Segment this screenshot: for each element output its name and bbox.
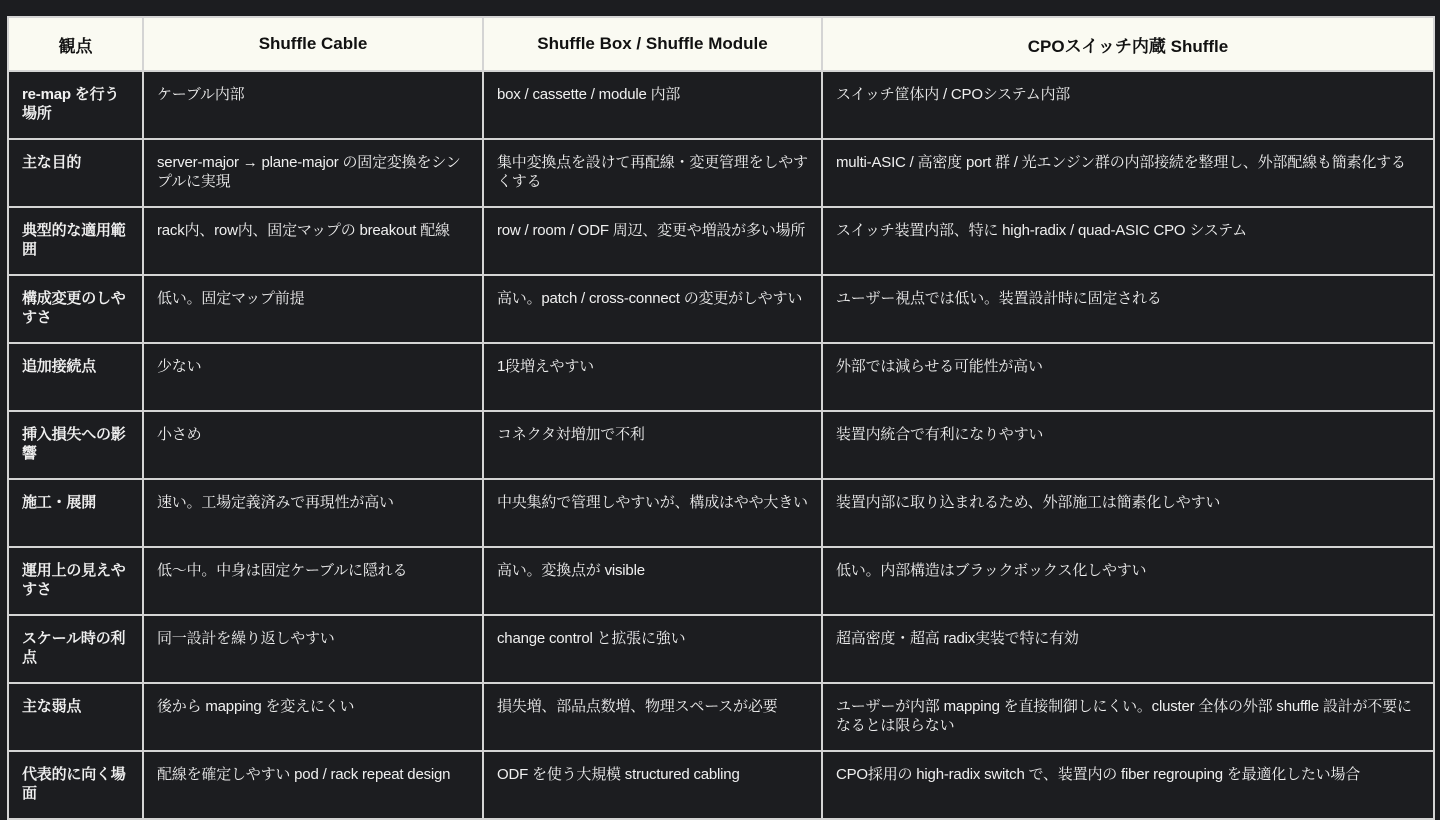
aspect-cell: 主な目的 <box>8 139 143 207</box>
header-shuffle-box: Shuffle Box / Shuffle Module <box>483 17 822 71</box>
shuffle-cable-cell: 同一設計を繰り返しやすい <box>143 615 483 683</box>
shuffle-box-cell: 高い。変換点が visible <box>483 547 822 615</box>
shuffle-cable-cell: rack内、row内、固定マップの breakout 配線 <box>143 207 483 275</box>
aspect-cell: re-map を行う場所 <box>8 71 143 139</box>
shuffle-cable-cell: 少ない <box>143 343 483 411</box>
cpo-switch-cell: ユーザーが内部 mapping を直接制御しにくい。cluster 全体の外部 shuffle 設計が不要になるとは限らない <box>822 683 1434 751</box>
cpo-switch-cell: 超高密度・超高 radix実装で特に有効 <box>822 615 1434 683</box>
aspect-cell: 追加接続点 <box>8 343 143 411</box>
shuffle-box-cell: 中央集約で管理しやすいが、構成はやや大きい <box>483 479 822 547</box>
table-row <box>8 343 1434 411</box>
shuffle-box-cell: change control と拡張に強い <box>483 615 822 683</box>
table-row <box>8 615 1434 683</box>
shuffle-cable-cell: 後から mapping を変えにくい <box>143 683 483 751</box>
aspect-cell: スケール時の利点 <box>8 615 143 683</box>
aspect-cell: 主な弱点 <box>8 683 143 751</box>
aspect-cell: 挿入損失への影響 <box>8 411 143 479</box>
table-row <box>8 547 1434 615</box>
shuffle-box-cell: 高い。patch / cross-connect の変更がしやすい <box>483 275 822 343</box>
shuffle-cable-cell: 速い。工場定義済みで再現性が高い <box>143 479 483 547</box>
shuffle-box-cell: 集中変換点を設けて再配線・変更管理をしやすくする <box>483 139 822 207</box>
shuffle-comparison-table <box>7 16 1435 820</box>
shuffle-cable-cell: 配線を確定しやすい pod / rack repeat design <box>143 751 483 819</box>
aspect-cell: 施工・展開 <box>8 479 143 547</box>
cpo-switch-cell: スイッチ筐体内 / CPOシステム内部 <box>822 71 1434 139</box>
table-row <box>8 139 1434 207</box>
shuffle-cable-cell: 小さめ <box>143 411 483 479</box>
cpo-switch-cell: 外部では減らせる可能性が高い <box>822 343 1434 411</box>
table-row <box>8 275 1434 343</box>
shuffle-box-cell: 1段増えやすい <box>483 343 822 411</box>
header-row <box>8 17 1434 71</box>
table-row <box>8 479 1434 547</box>
table-row <box>8 411 1434 479</box>
cpo-switch-cell: 装置内統合で有利になりやすい <box>822 411 1434 479</box>
aspect-cell: 代表的に向く場面 <box>8 751 143 819</box>
shuffle-box-cell: box / cassette / module 内部 <box>483 71 822 139</box>
aspect-cell: 構成変更のしやすさ <box>8 275 143 343</box>
aspect-cell: 典型的な適用範囲 <box>8 207 143 275</box>
comparison-table-container <box>7 16 1433 820</box>
shuffle-cable-cell: 低〜中。中身は固定ケーブルに隠れる <box>143 547 483 615</box>
cpo-switch-cell: ユーザー視点では低い。装置設計時に固定される <box>822 275 1434 343</box>
table-row <box>8 71 1434 139</box>
table-row <box>8 751 1434 819</box>
cpo-switch-cell: スイッチ装置内部、特に high-radix / quad-ASIC CPO システム <box>822 207 1434 275</box>
header-aspect: 観点 <box>8 17 143 71</box>
cpo-switch-cell: multi-ASIC / 高密度 port 群 / 光エンジン群の内部接続を整理し、外部配線も簡素化する <box>822 139 1434 207</box>
aspect-cell: 運用上の見えやすさ <box>8 547 143 615</box>
header-cpo-switch: CPOスイッチ内蔵 Shuffle <box>822 17 1434 71</box>
shuffle-box-cell: 損失増、部品点数増、物理スペースが必要 <box>483 683 822 751</box>
shuffle-cable-cell: ケーブル内部 <box>143 71 483 139</box>
cpo-switch-cell: 低い。内部構造はブラックボックス化しやすい <box>822 547 1434 615</box>
cpo-switch-cell: CPO採用の high-radix switch で、装置内の fiber regrouping を最適化したい場合 <box>822 751 1434 819</box>
shuffle-box-cell: row / room / ODF 周辺、変更や増設が多い場所 <box>483 207 822 275</box>
cpo-switch-cell: 装置内部に取り込まれるため、外部施工は簡素化しやすい <box>822 479 1434 547</box>
shuffle-cable-cell: server-major → plane-major の固定変換をシンプルに実現 <box>143 139 483 207</box>
table-row <box>8 207 1434 275</box>
shuffle-box-cell: ODF を使う大規模 structured cabling <box>483 751 822 819</box>
header-shuffle-cable: Shuffle Cable <box>143 17 483 71</box>
table-row <box>8 683 1434 751</box>
shuffle-cable-cell: 低い。固定マップ前提 <box>143 275 483 343</box>
shuffle-box-cell: コネクタ対増加で不利 <box>483 411 822 479</box>
